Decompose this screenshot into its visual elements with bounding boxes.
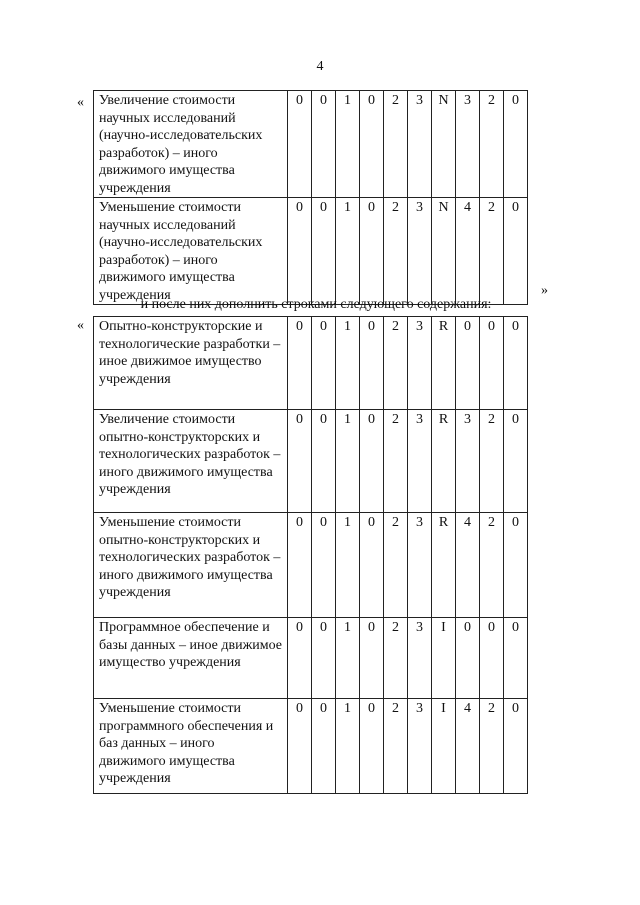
code-digit-cell: 1 <box>336 198 360 305</box>
code-digit-cell: 3 <box>408 91 432 198</box>
code-digit-cell: 0 <box>480 618 504 699</box>
code-digit-cell: 0 <box>312 317 336 410</box>
code-digit-cell: 2 <box>384 410 408 513</box>
table-row <box>94 699 528 794</box>
code-digit-cell: 0 <box>456 317 480 410</box>
code-digit-cell: I <box>432 699 456 794</box>
account-name-cell: Программное обеспечение и базы данных – иное движимое имущество учреждения <box>94 618 288 699</box>
code-digit-cell: 0 <box>288 699 312 794</box>
transition-text: и после них дополнить строками следующего содержания: <box>140 297 492 312</box>
code-digit-cell: 2 <box>384 513 408 618</box>
code-digit-cell: 1 <box>336 699 360 794</box>
code-digit-cell: 1 <box>336 317 360 410</box>
opening-quote-1: « <box>77 95 84 110</box>
code-digit-cell: 0 <box>288 513 312 618</box>
code-digit-cell: 0 <box>360 699 384 794</box>
code-digit-cell: 0 <box>288 410 312 513</box>
code-digit-cell: R <box>432 317 456 410</box>
code-digit-cell: 0 <box>288 317 312 410</box>
code-digit-cell: 2 <box>384 91 408 198</box>
code-digit-cell: 3 <box>408 513 432 618</box>
code-digit-cell: 0 <box>288 618 312 699</box>
page-number: 4 <box>316 59 324 74</box>
account-name-cell: Уменьшение стоимости программного обеспечения и баз данных – иного движимого имущества учреждения <box>94 699 288 794</box>
code-digit-cell: 2 <box>480 699 504 794</box>
code-digit-cell: R <box>432 410 456 513</box>
table-row <box>94 198 528 305</box>
account-codes-table-2 <box>93 316 528 794</box>
code-digit-cell: 2 <box>480 513 504 618</box>
code-digit-cell: 1 <box>336 410 360 513</box>
code-digit-cell: 0 <box>504 513 528 618</box>
code-digit-cell: 2 <box>480 198 504 305</box>
code-digit-cell: 1 <box>336 513 360 618</box>
code-digit-cell: 0 <box>360 198 384 305</box>
code-digit-cell: 2 <box>384 618 408 699</box>
code-digit-cell: I <box>432 618 456 699</box>
code-digit-cell: 2 <box>384 198 408 305</box>
code-digit-cell: 0 <box>312 699 336 794</box>
opening-quote-2: « <box>77 318 84 333</box>
code-digit-cell: 1 <box>336 618 360 699</box>
code-digit-cell: 0 <box>312 410 336 513</box>
code-digit-cell: 0 <box>504 198 528 305</box>
account-name-cell: Уменьшение стоимости научных исследований (научно-исследовательских разработок) – иного движимого имущества учреждения <box>94 198 288 305</box>
code-digit-cell: N <box>432 91 456 198</box>
table-row <box>94 91 528 198</box>
code-digit-cell: 3 <box>408 317 432 410</box>
code-digit-cell: 0 <box>312 618 336 699</box>
code-digit-cell: 1 <box>336 91 360 198</box>
code-digit-cell: 0 <box>504 317 528 410</box>
code-digit-cell: 3 <box>408 618 432 699</box>
code-digit-cell: 4 <box>456 198 480 305</box>
code-digit-cell: 0 <box>504 618 528 699</box>
code-digit-cell: 0 <box>312 513 336 618</box>
code-digit-cell: R <box>432 513 456 618</box>
code-digit-cell: 0 <box>504 91 528 198</box>
code-digit-cell: 2 <box>384 317 408 410</box>
code-digit-cell: 0 <box>504 410 528 513</box>
code-digit-cell: 0 <box>360 618 384 699</box>
code-digit-cell: 0 <box>360 410 384 513</box>
code-digit-cell: 0 <box>360 513 384 618</box>
code-digit-cell: 3 <box>408 410 432 513</box>
table-row <box>94 618 528 699</box>
code-digit-cell: 0 <box>456 618 480 699</box>
account-name-cell: Увеличение стоимости научных исследований (научно-исследовательских разработок) – иного движимого имущества учреждения <box>94 91 288 198</box>
code-digit-cell: 3 <box>456 91 480 198</box>
code-digit-cell: 2 <box>384 699 408 794</box>
code-digit-cell: 0 <box>360 317 384 410</box>
table-row <box>94 317 528 410</box>
code-digit-cell: 0 <box>360 91 384 198</box>
code-digit-cell: 0 <box>288 91 312 198</box>
account-codes-table-1 <box>93 90 528 305</box>
code-digit-cell: 0 <box>480 317 504 410</box>
code-digit-cell: 0 <box>288 198 312 305</box>
account-name-cell: Увеличение стоимости опытно-конструкторских и технологических разработок – иного движимого имущества учреждения <box>94 410 288 513</box>
code-digit-cell: N <box>432 198 456 305</box>
code-digit-cell: 2 <box>480 410 504 513</box>
account-name-cell: Уменьшение стоимости опытно-конструкторских и технологических разработок – иного движимого имущества учреждения <box>94 513 288 618</box>
closing-quote-1: » <box>541 283 548 298</box>
code-digit-cell: 3 <box>456 410 480 513</box>
code-digit-cell: 0 <box>504 699 528 794</box>
table-row <box>94 410 528 513</box>
code-digit-cell: 0 <box>312 91 336 198</box>
account-name-cell: Опытно-конструкторские и технологические разработки – иное движимое имущество учреждения <box>94 317 288 410</box>
code-digit-cell: 3 <box>408 699 432 794</box>
code-digit-cell: 3 <box>408 198 432 305</box>
code-digit-cell: 0 <box>312 198 336 305</box>
code-digit-cell: 4 <box>456 699 480 794</box>
code-digit-cell: 4 <box>456 513 480 618</box>
table-row <box>94 513 528 618</box>
code-digit-cell: 2 <box>480 91 504 198</box>
